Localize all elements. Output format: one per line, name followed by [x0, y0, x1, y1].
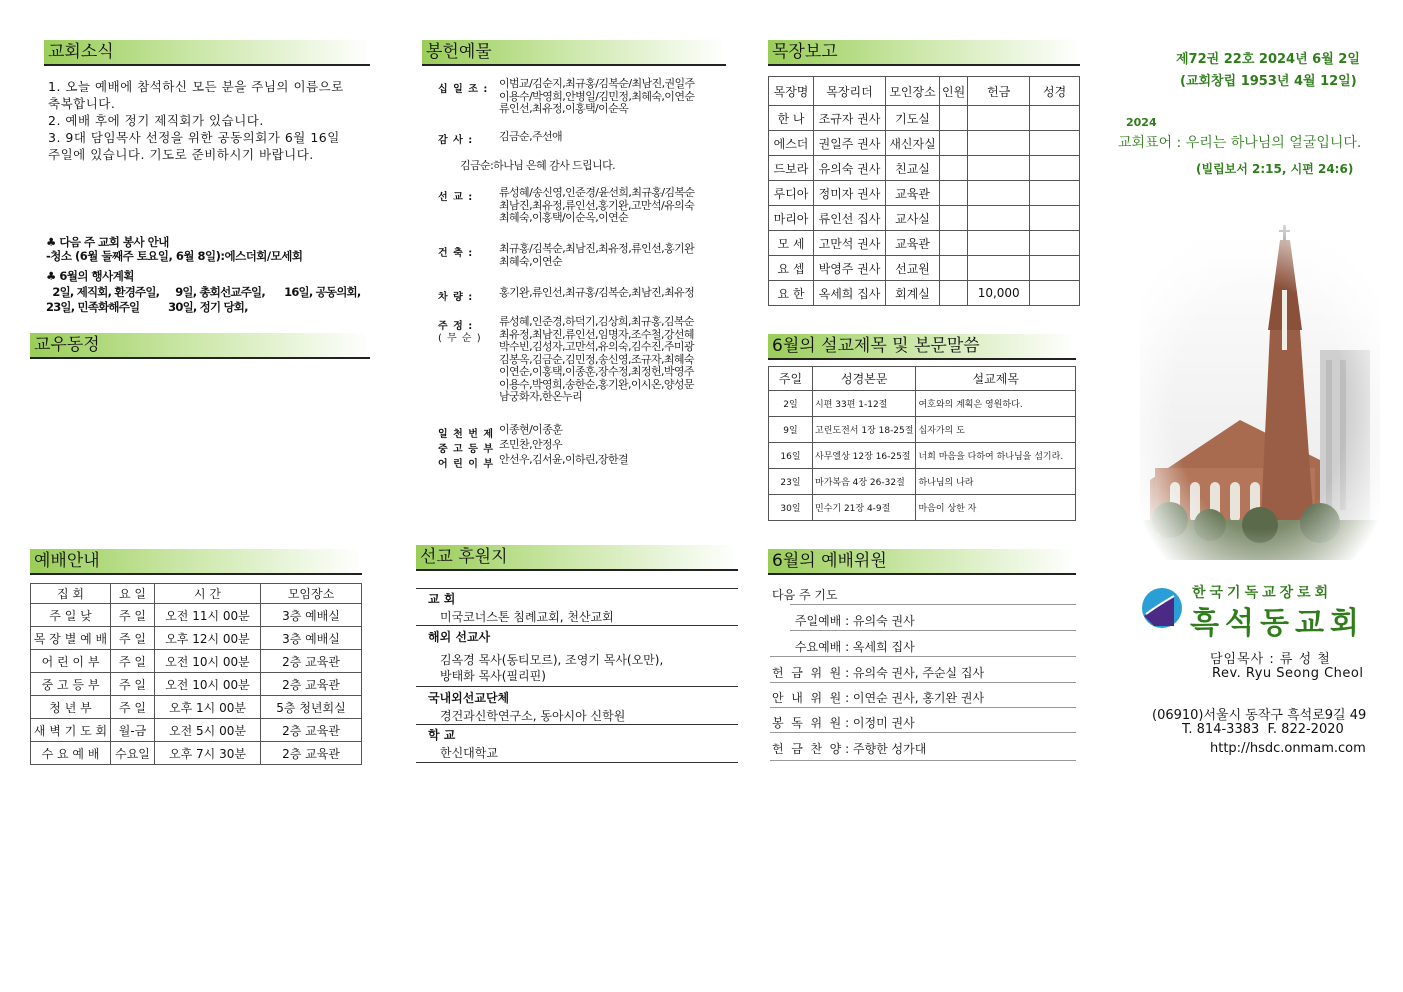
- mission-head: 국내외선교단체: [428, 691, 510, 705]
- offering-label: 감 사 :: [438, 135, 474, 146]
- offering-label: 주 정 :: [438, 321, 474, 332]
- worship-title: 예배안내: [30, 549, 362, 575]
- table-row: 마리아 류인선 집사 교사실: [769, 206, 1080, 231]
- table-row: 2일 시편 33편 1-12절 여호와의 계획은 영원하다.: [769, 391, 1076, 417]
- news-item: 축복합니다.: [48, 96, 116, 111]
- table-row: 루디아 정미자 권사 교육관: [769, 181, 1080, 206]
- news-item: 주일에 있습니다. 기도로 준비하시기 바랍니다.: [48, 147, 314, 162]
- table-header: 집 회: [31, 584, 111, 604]
- founded-info: (교회창립 1953년 4월 12일): [1180, 74, 1357, 89]
- offering-label: 선 교 :: [438, 192, 474, 203]
- table-row: 에스더 권일주 권사 새신자실: [769, 131, 1080, 156]
- table-row: 드보라 유의숙 권사 친교실: [769, 156, 1080, 181]
- service-text: -청소 (6월 둘째주 토요일, 6월 8일):에스더회/모세회: [46, 249, 303, 263]
- mission-head: 학 교: [428, 728, 456, 742]
- committee-row: 다음 주 기도: [772, 588, 838, 602]
- church-building-image: [1140, 220, 1380, 560]
- table-row: 9일 고린도전서 1장 18-25절 십자가의 도: [769, 417, 1076, 443]
- table-row: 요 셉 박영주 권사 선교원: [769, 256, 1080, 281]
- member-news-title: 교우동정: [30, 333, 370, 359]
- offering-label: 어 린 이 부: [438, 459, 495, 470]
- table-row: 수 요 예 배 수요일 오후 7시 30분 2층 교육관: [31, 742, 362, 765]
- news-item: 2. 예배 후에 정기 제직회가 있습니다.: [48, 113, 264, 128]
- table-header: 요 일: [111, 584, 155, 604]
- committee-row: 수요예배 : 옥세희 집사: [772, 640, 915, 654]
- service-head: ♣ 다음 주 교회 봉사 안내: [46, 235, 169, 249]
- offering-names: 안선우,김서윤,이하린,장한결: [499, 453, 629, 466]
- website-link[interactable]: http://hsdc.onmam.com: [1210, 741, 1366, 756]
- offering-label: 일 천 번 제: [438, 429, 495, 440]
- events-head: ♣ 6월의 행사계획: [46, 269, 134, 283]
- committee-row: 주일예배 : 유의숙 권사: [772, 614, 915, 628]
- sermons-title: 6월의 설교제목 및 본문말씀: [768, 334, 1076, 360]
- table-row: 30일 민수기 21장 4-9절 마음이 상한 자: [769, 495, 1076, 521]
- cell-report-title: 목장보고: [768, 40, 1080, 66]
- table-row: 어 린 이 부 주 일 오전 10시 00분 2층 교육관: [31, 650, 362, 673]
- mission-title: 선교 후원지: [416, 545, 738, 571]
- table-row: 요 한 옥세희 집사 회계실 10,000: [769, 281, 1080, 306]
- cell-report-table: 목장명 목장리더 모인장소 인원 헌금 성경 한 나 조규자 권사 기도실 에스더 권일주 권사 새신자실 드보라 유의숙 권사 친교실 루디아 정미자 권사 교육관 마리아 류인선 집사 교사실 모 세 고만석 권사 교육관 요 셉 박영주 권사 선교원 요 한 옥세희 집사 회계실 10,000: [768, 76, 1080, 306]
- sermons-table: 주일 성경본문 설교제목 2일 시편 33편 1-12절 여호와의 계획은 영원하다. 9일 고린도전서 1장 18-25절 십자가의 도 16일 사무엘상 12장 16-25절 너희 마음을 다하여 하나님을 섬기라. 23일 마가복음 4장 26-32절 하나님의 나라 30일 민수기 21장 4-9절 마음이 상한 자: [768, 366, 1076, 521]
- committee-row: 헌 금 위 원 : 유의숙 권사, 주순실 집사: [772, 666, 985, 680]
- table-row: 청 년 부 주 일 오후 1시 00분 5층 청년회실: [31, 696, 362, 719]
- committee-row: 봉 독 위 원 : 이정미 권사: [772, 716, 915, 730]
- table-row: 목 장 별 예 배 주 일 오후 12시 00분 3층 예배실: [31, 627, 362, 650]
- offering-sublabel: ( 무 순 ): [438, 333, 482, 344]
- mission-line: 방태화 목사(필리핀): [440, 669, 546, 683]
- church-name: 흑석동교회: [1190, 606, 1365, 641]
- worship-table: [30, 583, 362, 765]
- committee-row: 헌 금 찬 양 : 주향한 성가대: [772, 742, 927, 756]
- offering-names: 이범교/김순지,최규홍/김복순/최남진,권일주 이용수/박영희,안병일/김민정,최혜숙,이연순 류인선,최유정,이홍택/이순옥: [499, 77, 695, 115]
- denomination-name: 한국기독교장로회: [1192, 585, 1333, 601]
- motto-year: 2024: [1126, 116, 1157, 129]
- offering-names: 최규홍/김복순,최남진,최유정,류인선,홍기완 최혜숙,이연순: [499, 242, 695, 268]
- offering-note: 김금순:하나님 은혜 감사 드립니다.: [460, 159, 616, 172]
- table-header: 시 간: [155, 584, 261, 604]
- table-row: 주 일 낮 주 일 오전 11시 00분 3층 예배실: [31, 604, 362, 627]
- mission-line: 김옥경 목사(동티모르), 조영기 목사(오만),: [440, 653, 664, 667]
- offering-names: 김금순,주선애: [499, 130, 563, 143]
- offering-label: 건 축 :: [438, 248, 474, 259]
- news-title: 교회소식: [44, 40, 370, 66]
- motto: 교회표어 : 우리는 하나님의 얼굴입니다.: [1118, 135, 1362, 151]
- pastor-name-en: Rev. Ryu Seong Cheol: [1212, 666, 1364, 681]
- table-row: 모 세 고만석 권사 교육관: [769, 231, 1080, 256]
- issue-info: 제72권 22호 2024년 6월 2일: [1176, 52, 1360, 67]
- mission-line: 한신대학교: [440, 746, 498, 760]
- offering-names: 홍기완,류인선,최규홍/김복순,최남진,최유정: [499, 286, 695, 299]
- pastor-name-kr: 담임목사 : 류 성 철: [1210, 652, 1331, 667]
- church-logo-icon: [1140, 586, 1184, 630]
- table-row: 중 고 등 부 주 일 오전 10시 00분 2층 교육관: [31, 673, 362, 696]
- news-item: 1. 오늘 예배에 참석하신 모든 분을 주님의 이름으로: [48, 79, 344, 94]
- offering-label: 차 량 :: [438, 292, 474, 303]
- table-header: 모임장소: [261, 584, 362, 604]
- committee-row: 안 내 위 원 : 이연순 권사, 홍기완 권사: [772, 691, 985, 705]
- offering-names: 조민찬,안정우: [499, 438, 563, 451]
- events-line: 2일, 제직회, 환경주일, 9일, 총회선교주일, 16일, 공동의회,: [46, 285, 361, 299]
- offering-label: 중 고 등 부: [438, 444, 495, 455]
- offering-names: 류성혜/송신영,인준경/윤선희,최규홍/김복순 최남진,최유정,류인선,홍기완,고만석/유의숙 최혜숙,이홍택/이순옥,이연순: [499, 186, 695, 224]
- offering-names: 이종현/이종훈: [499, 423, 563, 436]
- table-row: 23일 마가복음 4장 26-32절 하나님의 나라: [769, 469, 1076, 495]
- mission-head: 해외 선교사: [428, 630, 491, 644]
- table-row: 16일 사무엘상 12장 16-25절 너희 마음을 다하여 하나님을 섬기라.: [769, 443, 1076, 469]
- events-line: 23일, 민족화해주일 30일, 정기 당회,: [46, 300, 248, 314]
- motto-verse: (빌립보서 2:15, 시편 24:6): [1196, 162, 1354, 176]
- phone: T. 814-3383 F. 822-2020: [1182, 722, 1344, 737]
- offering-label: 십 일 조 :: [438, 84, 489, 95]
- address: (06910)서울시 동작구 흑석로9길 49: [1152, 708, 1367, 723]
- committee-title: 6월의 예배위원: [768, 549, 1076, 575]
- table-row: 새 벽 기 도 회 월-금 오전 5시 00분 2층 교육관: [31, 719, 362, 742]
- mission-head: 교 회: [428, 592, 456, 606]
- table-row: 한 나 조규자 권사 기도실: [769, 106, 1080, 131]
- mission-line: 미국코너스톤 침례교회, 천산교회: [440, 610, 614, 624]
- offering-names: 류성혜,인준경,하덕기,김상희,최규홍,김복순 최유정,최남진,류인선,임명자,조수철,강선혜 박수빈,김성자,고만석,유의숙,김수진,주미광 김봉옥,김금순,김민정,송신영,조규자,최혜숙 이연순,이홍택,이종훈,장수정,최정헌,박영주 이용수,박영희,송한순,홍기완,이시온,양성문 남궁화자,한온누리: [499, 315, 694, 403]
- news-item: 3. 9대 담임목사 선정을 위한 공동의회가 6월 16일: [48, 130, 340, 145]
- offering-title: 봉헌예물: [422, 40, 726, 66]
- mission-line: 경건과신학연구소, 동아시아 신학원: [440, 709, 626, 723]
